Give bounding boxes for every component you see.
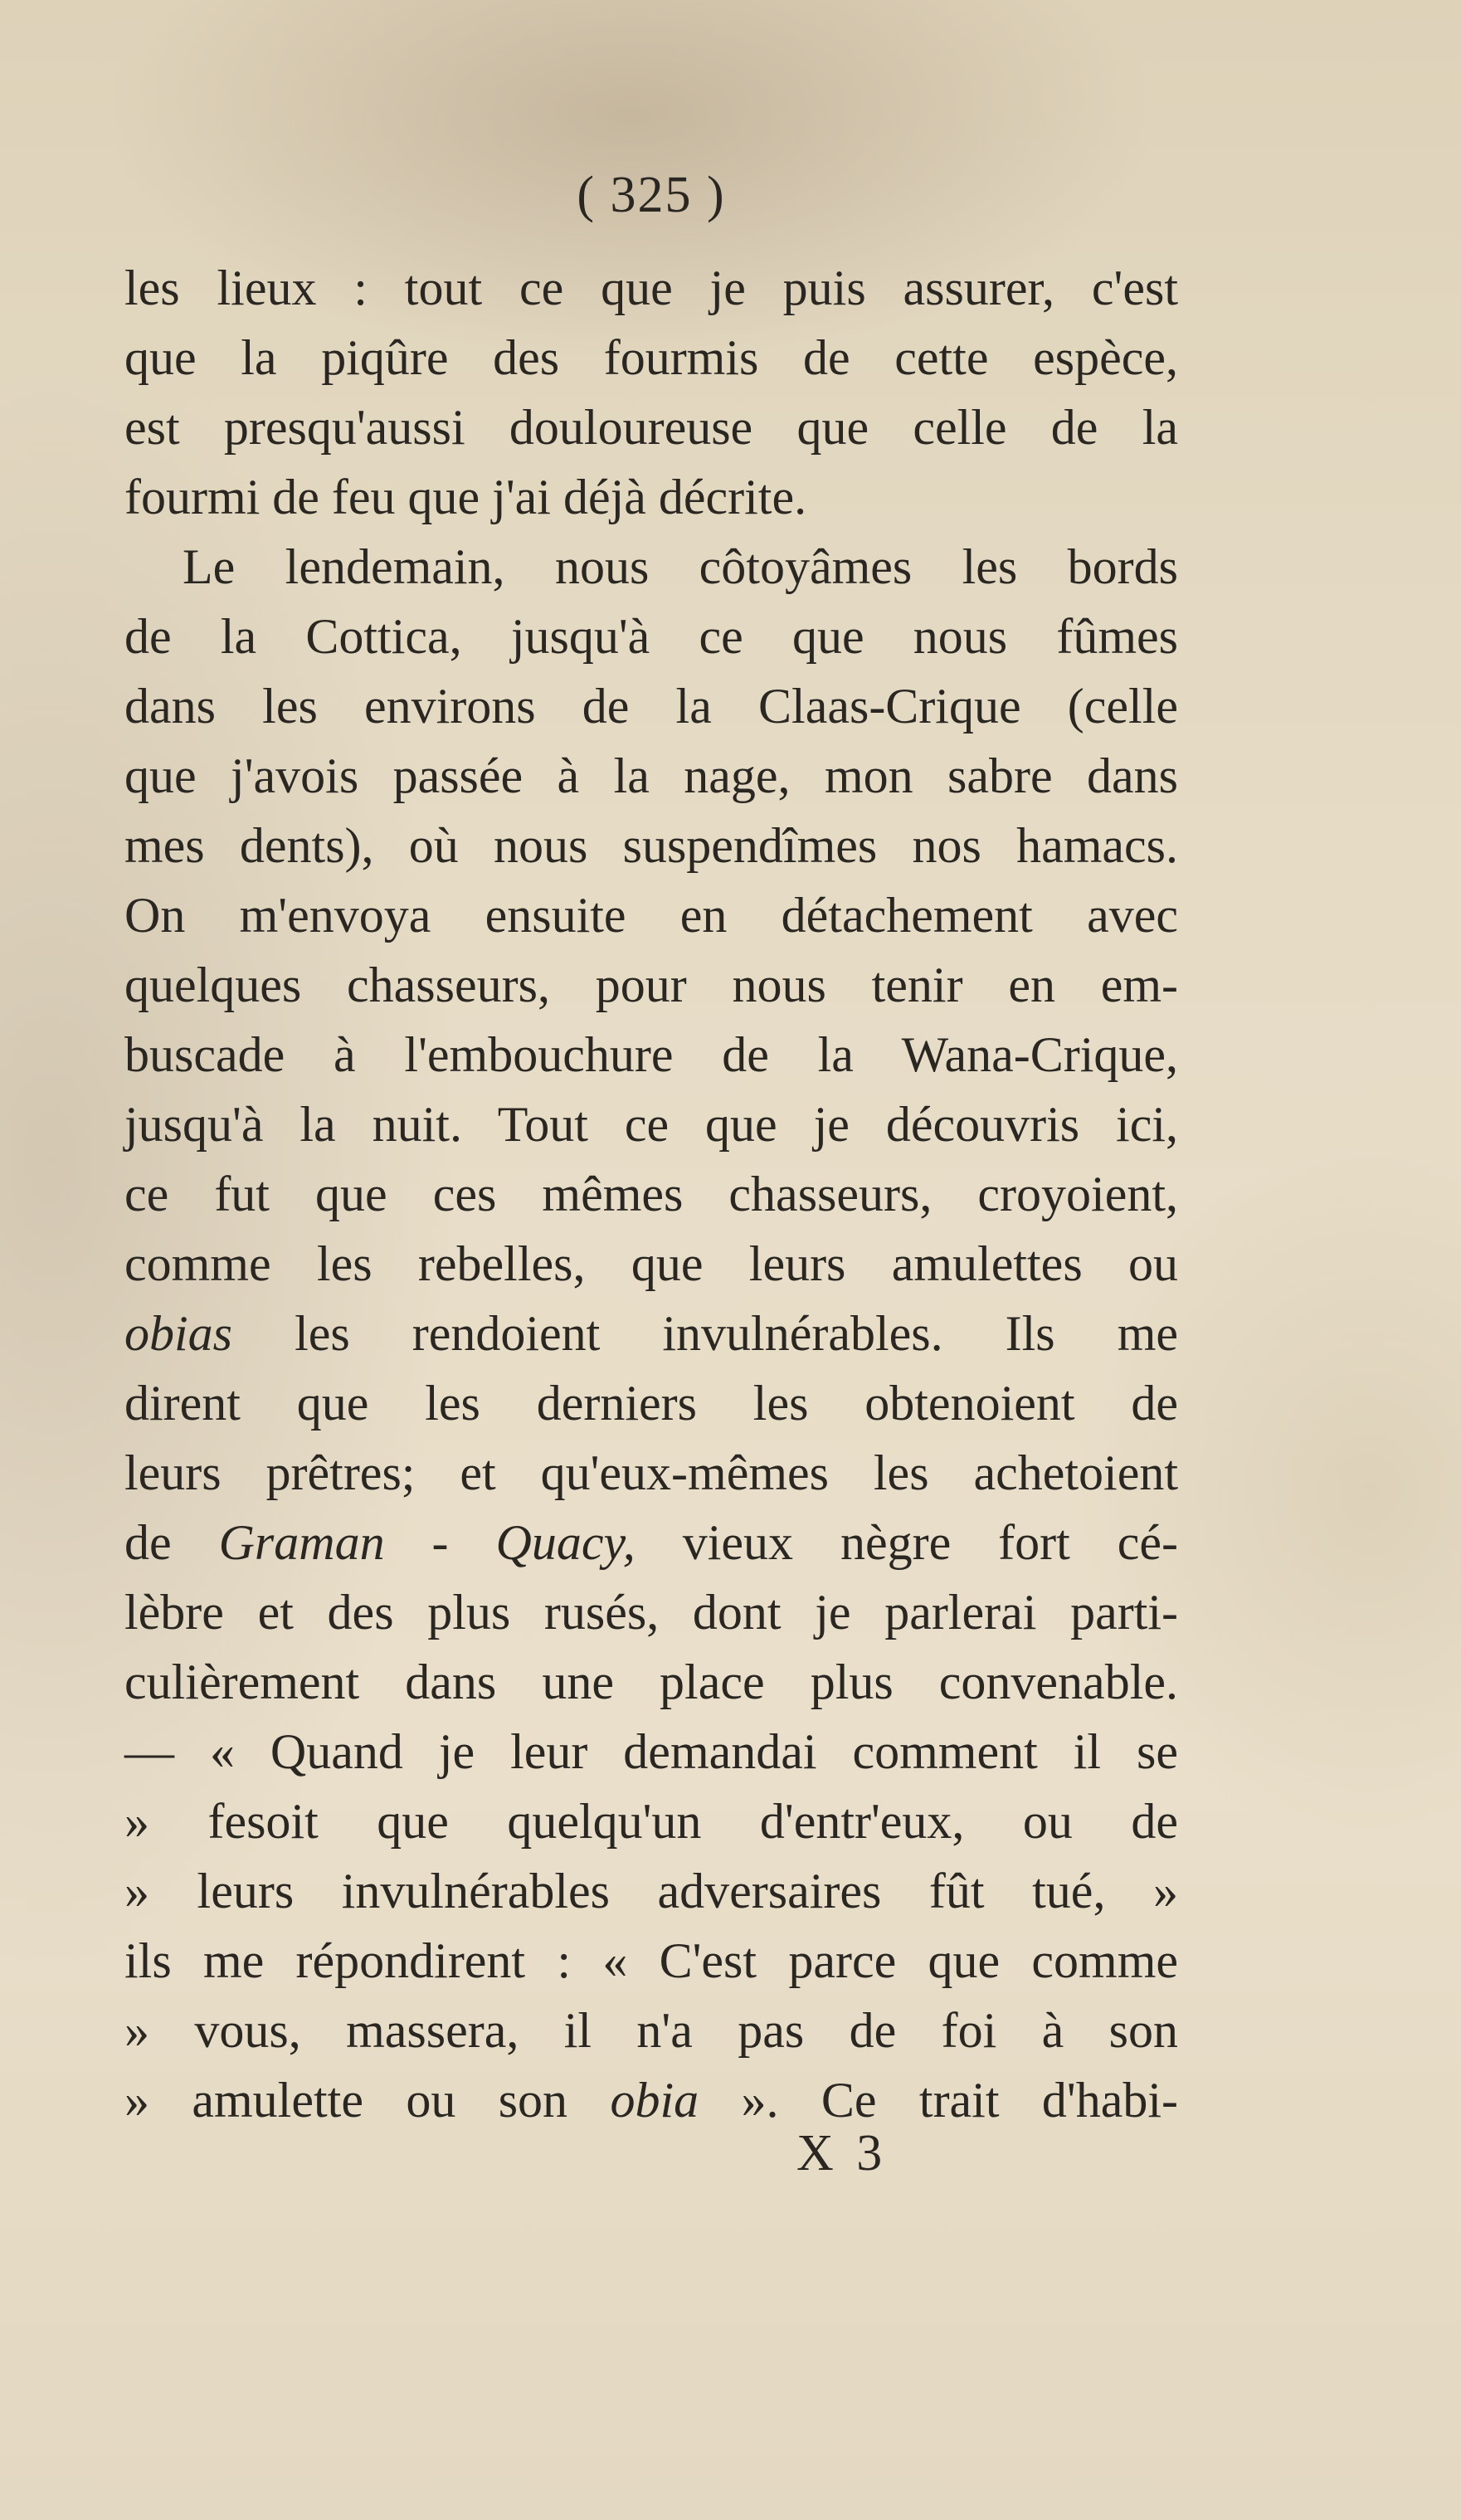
text-line: que j'avois passée à la nage, mon sabre dans <box>124 748 1178 803</box>
text-line: ils me répondirent : « C'est parce que comme <box>124 1933 1178 1988</box>
text-line: culièrement dans une place plus convenable. <box>124 1655 1178 1709</box>
text-line: » vous, massera, il n'a pas de foi à son <box>124 2003 1178 2058</box>
italic-word-obias: obias <box>124 1306 233 1361</box>
text-line: fourmi de feu que j'ai déjà décrite. <box>124 470 807 524</box>
text-line-with-italic: obias les rendoient invulnérables. Ils me <box>124 1306 1178 1361</box>
text-line: comme les rebelles, que leurs amulettes ou <box>124 1236 1178 1291</box>
text-line: de la Cottica, jusqu'à ce que nous fûmes <box>124 609 1178 664</box>
text-line: est presqu'aussi douloureuse que celle de la <box>124 400 1178 455</box>
text-line: quelques chasseurs, pour nous tenir en em- <box>124 958 1178 1012</box>
text-line: que la piqûre des fourmis de cette espèce, <box>124 330 1178 385</box>
text-line: » fesoit que quelqu'un d'entr'eux, ou de <box>124 1794 1178 1849</box>
text-line: ce fut que ces mêmes chasseurs, croyoient, <box>124 1167 1178 1221</box>
text-line: — « Quand je leur demandai comment il se <box>124 1724 1178 1779</box>
text-line: buscade à l'embouchure de la Wana-Crique, <box>124 1027 1178 1082</box>
page-number: ( 325 ) <box>577 167 726 223</box>
italic-name-graman-quacy: Graman - Quacy, <box>218 1515 636 1570</box>
signature-mark: X 3 <box>796 2125 888 2181</box>
text-line: les lieux : tout ce que je puis assurer, c'est <box>124 261 1178 315</box>
text-line: On m'envoya ensuite en détachement avec <box>124 888 1178 943</box>
paragraph-start-line: Le lendemain, nous côtoyâmes les bords <box>183 539 1178 594</box>
text-line: jusqu'à la nuit. Tout ce que je découvris ici, <box>124 1097 1178 1152</box>
text-line: leurs prêtres; et qu'eux-mêmes les achetoient <box>124 1445 1178 1500</box>
text-line: dans les environs de la Claas-Crique (celle <box>124 679 1178 734</box>
text-line: » leurs invulnérables adversaires fût tué, » <box>124 1864 1178 1918</box>
text-line-with-italic: de Graman - Quacy, vieux nègre fort cé- <box>124 1515 1179 1570</box>
italic-word-obia: obia <box>610 2073 699 2128</box>
text-line: mes dents), où nous suspendîmes nos hamacs. <box>124 818 1178 873</box>
text-line: lèbre et des plus rusés, dont je parlerai parti- <box>124 1585 1178 1640</box>
text-line-with-italic: » amulette ou son obia ». Ce trait d'habi- <box>124 2073 1178 2128</box>
text-line: dirent que les derniers les obtenoient de <box>124 1376 1178 1431</box>
